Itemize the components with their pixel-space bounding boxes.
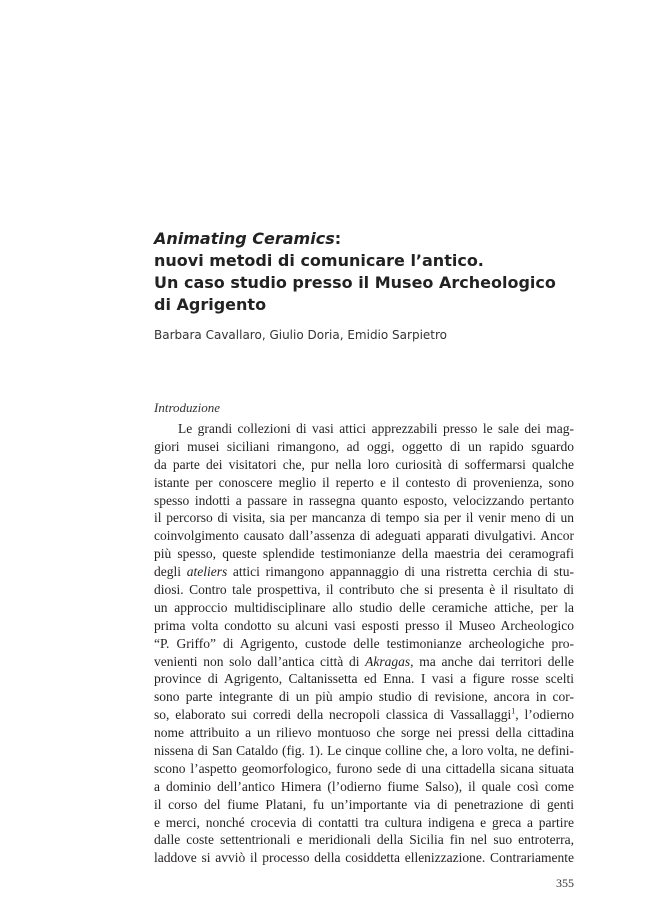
body-line: coinvolgimento causato dall’assenza di adeguati apparati divulgativi. Ancor (154, 528, 574, 544)
body-line: un approccio multidisciplinare allo studio delle ceramiche attiche, per la (154, 599, 574, 615)
body-line: nome attribuito a un rilievo montuoso che sorge nei pressi della cittadina (154, 725, 574, 741)
body-line: a dominio dell’antico Himera (l’odierno fiume Salso), il quale così come (154, 778, 574, 794)
title-line-1 (154, 228, 574, 250)
body-line: “P. Griffo” di Agrigento, custode delle testimonianze archeologiche pro- (154, 635, 574, 651)
body-line: più spesso, queste splendide testimonianze della maestria dei ceramografi (154, 546, 574, 562)
section-heading: Introduzione (154, 400, 220, 415)
body-line: spesso indotti a passare in rassegna quanto esposto, velocizzando pertanto (154, 492, 574, 508)
body-line: scono l’aspetto geomorfologico, furono sede di una cittadella sicana situata (154, 760, 574, 776)
body-line: il percorso di visita, sia per mancanza di tempo sia per il venir meno di un (154, 510, 574, 526)
body-line: Le grandi collezioni di vasi attici apprezzabili presso le sale dei mag- (178, 421, 574, 436)
footnote-ref: 1 (511, 706, 516, 716)
title-line-4: di Agrigento (154, 295, 267, 314)
title-italic-part: Animating Ceramics (154, 229, 335, 248)
body-line: e merci, nonché crocevia di contatti tra cultura indigena e greca a partire (154, 814, 574, 830)
body-line: diosi. Contro tale prospettiva, il contributo che si presenta è il risultato di (154, 582, 574, 598)
body-line: so, elaborato sui corredi della necropoli classica di Vassallaggi$^1$, l’odierno (154, 706, 574, 723)
body-line: dalle coste settentrionali e meridionali della Sicilia fin nel suo entroterra, (154, 832, 574, 848)
authors: Barbara Cavallaro, Giulio Doria, Emidio Sarpietro (154, 328, 448, 342)
title-line-2: nuovi metodi di comunicare l’antico. (154, 251, 484, 270)
title-colon: : (334, 229, 342, 248)
body-line: province di Agrigento, Caltanissetta ed Enna. I vasi a figure rosse scelti (154, 671, 574, 687)
body-text (154, 420, 574, 867)
body-line: istante per conoscere meglio il reperto e il contesto di provenienza, sono (154, 474, 574, 490)
body-line: prima volta condotto su alcuni vasi esposti presso il Museo Archeologico (154, 617, 574, 633)
body-line: da parte dei visitatori che, pur nella loro curiosità di soffermarsi qualche (154, 456, 574, 472)
body-line: nissena di San Cataldo (fig. 1). Le cinque colline che, a loro volta, ne defini- (154, 743, 574, 759)
body-line: giori musei siciliani rimangono, ad oggi, oggetto di un rapido sguardo (154, 438, 574, 454)
body-line: degli ateliers attici rimangono appannaggio di una ristretta cerchia di stu- (154, 564, 574, 580)
page-number: 355 (556, 876, 574, 890)
article-title (154, 228, 574, 316)
body-line: venienti non solo dall’antica città di Akragas, ma anche dai territori delle (154, 653, 574, 669)
title-line-3: Un caso studio presso il Museo Archeologico (154, 273, 556, 292)
body-line: laddove si avviò il processo della cosiddetta ellenizzazione. Contrariamente (154, 850, 574, 866)
body-line: sono parte integrante di un più ampio studio di revisione, ancora in cor- (154, 689, 574, 705)
body-line: il corso del fiume Platani, fu un’importante via di penetrazione di genti (154, 796, 574, 812)
